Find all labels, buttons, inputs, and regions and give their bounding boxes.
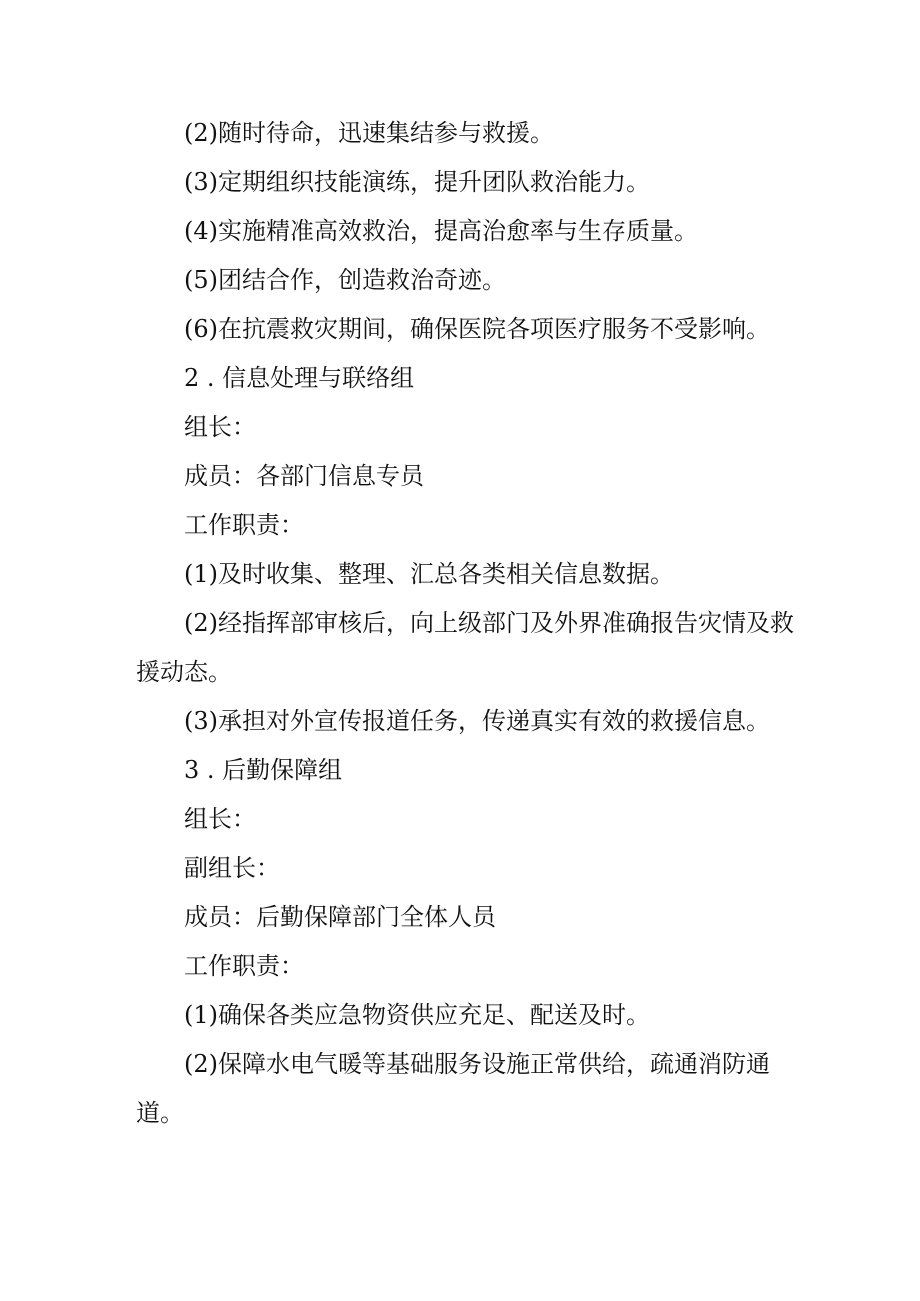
paragraph-line: 成员：各部门信息专员 [184,462,424,490]
paragraph-line-continuation: 道。 [136,1099,184,1127]
paragraph-line: 副组长： [184,854,280,882]
section-heading: 2 . 信息处理与联络组 [184,364,415,392]
paragraph-line: (6)在抗震救灾期间，确保医院各项医疗服务不受影响。 [184,315,770,343]
paragraph-line: 组长： [184,805,256,833]
paragraph-line: (1)确保各类应急物资供应充足、配送及时。 [184,1001,650,1029]
paragraph-line: (3)定期组织技能演练，提升团队救治能力。 [184,168,650,196]
paragraph-line: (2)保障水电气暖等基础服务设施正常供给，疏通消防通 [184,1050,770,1078]
paragraph-line: 成员：后勤保障部门全体人员 [184,903,496,931]
paragraph-line: 工作职责： [184,511,304,539]
paragraph-line: (2)随时待命，迅速集结参与救援。 [184,119,554,147]
paragraph-line: (1)及时收集、整理、汇总各类相关信息数据。 [184,560,674,588]
section-heading: 3 . 后勤保障组 [184,756,343,784]
paragraph-line: (4)实施精准高效救治，提高治愈率与生存质量。 [184,217,698,245]
paragraph-line: (3)承担对外宣传报道任务，传递真实有效的救援信息。 [184,707,770,735]
document-body [136,109,794,1138]
paragraph-line: (5)团结合作，创造救治奇迹。 [184,266,506,294]
paragraph-line: (2)经指挥部审核后，向上级部门及外界准确报告灾情及救 [184,609,794,637]
paragraph-line-continuation: 援动态。 [136,658,232,686]
paragraph-line: 组长： [184,413,256,441]
paragraph-line: 工作职责： [184,952,304,980]
